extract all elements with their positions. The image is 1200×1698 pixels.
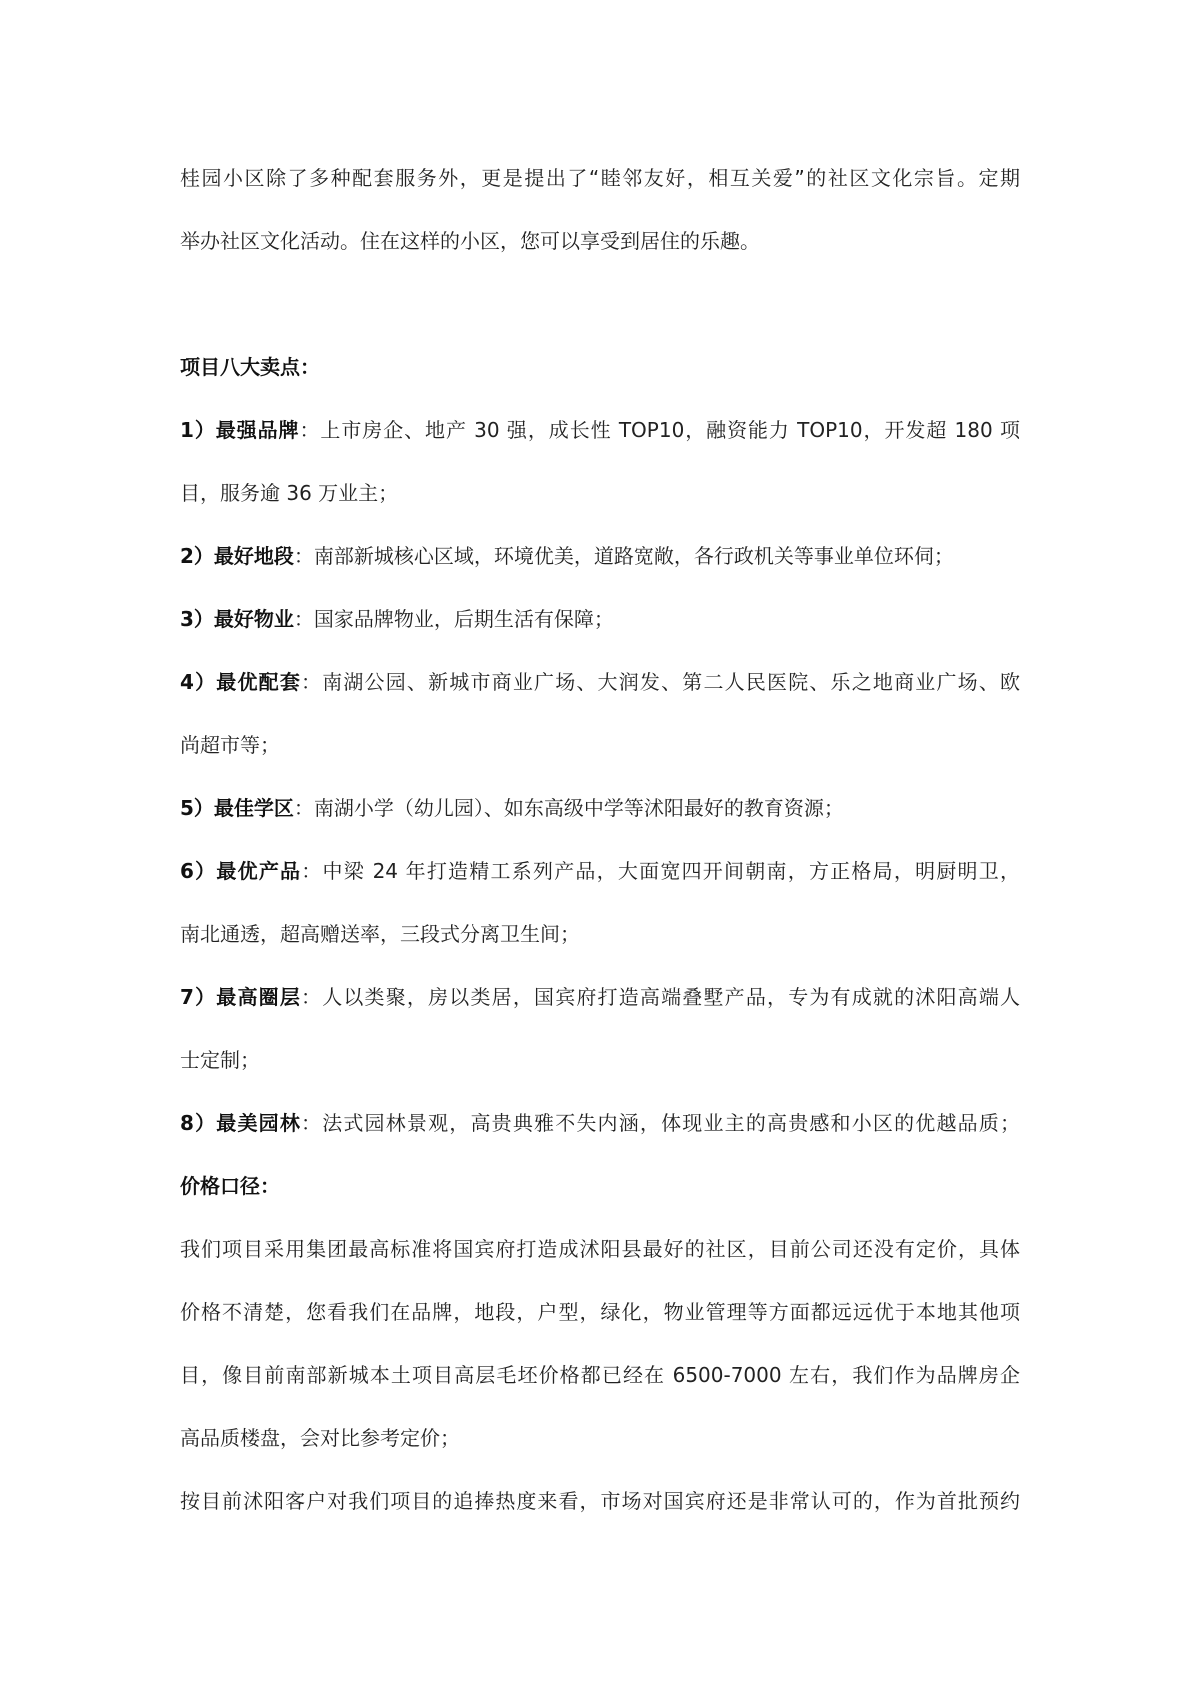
point-label: 2）最好地段	[180, 544, 294, 568]
point-text: ：南部新城核心区域，环境优美，道路宽敞，各行政机关等事业单位环伺；	[293, 544, 954, 568]
selling-point-6	[180, 857, 1020, 885]
selling-points-heading	[180, 353, 1020, 381]
point-label: 5）最佳学区	[180, 796, 294, 820]
point-text: ：国家品牌物业，后期生活有保障；	[293, 607, 614, 631]
intro-line: 桂园小区除了多种配套服务外，更是提出了“睦邻友好，相互关爱”的社区文化宗旨。定期	[180, 166, 1020, 190]
selling-point-6-cont: 南北通透，超高赠送率，三段式分离卫生间；	[180, 922, 580, 946]
pricing-line: 价格不清楚，您看我们在品牌，地段，户型，绿化，物业管理等方面都远远优于本地其他项	[180, 1300, 1020, 1324]
selling-point-5	[180, 794, 1020, 822]
point-label: 6）最优产品	[180, 859, 302, 883]
pricing-line: 高品质楼盘，会对比参考定价；	[180, 1426, 460, 1450]
point-label: 3）最好物业	[180, 607, 294, 631]
selling-point-4	[180, 668, 1020, 696]
selling-point-8	[180, 1109, 1020, 1137]
selling-point-1	[180, 416, 1020, 444]
selling-point-1-cont: 目，服务逾 36 万业主；	[180, 481, 399, 505]
heading-text: 价格口径：	[180, 1174, 280, 1198]
point-text: ：法式园林景观，高贵典雅不失内涵，体现业主的高贵感和小区的优越品质；	[301, 1111, 1020, 1135]
pricing-line: 按目前沭阳客户对我们项目的追捧热度来看，市场对国宾府还是非常认可的，作为首批预约	[180, 1489, 1020, 1513]
pricing-heading	[180, 1172, 1020, 1200]
point-label: 7）最高圈层	[180, 985, 302, 1009]
point-text: ：人以类聚，房以类居，国宾府打造高端叠墅产品，专为有成就的沭阳高端人	[301, 985, 1020, 1009]
pricing-line: 我们项目采用集团最高标准将国宾府打造成沭阳县最好的社区，目前公司还没有定价，具体	[180, 1237, 1020, 1261]
heading-text: 项目八大卖点：	[180, 355, 320, 379]
point-text: ：南湖小学（幼儿园）、如东高级中学等沭阳最好的教育资源；	[293, 796, 844, 820]
point-text: ：上市房企、地产 30 强，成长性 TOP10，融资能力 TOP10，开发超 180 项	[299, 418, 1020, 442]
point-text: ：中梁 24 年打造精工系列产品，大面宽四开间朝南，方正格局，明厨明卫，	[301, 859, 1020, 883]
pricing-line: 目，像目前南部新城本土项目高层毛坯价格都已经在 6500-7000 左右，我们作为品牌房企	[180, 1363, 1020, 1387]
selling-point-2	[180, 542, 1020, 570]
selling-point-7-cont: 士定制；	[180, 1048, 260, 1072]
point-label: 1）最强品牌	[180, 418, 300, 442]
intro-line: 举办社区文化活动。住在这样的小区，您可以享受到居住的乐趣。	[180, 229, 760, 253]
selling-point-4-cont: 尚超市等；	[180, 733, 280, 757]
point-text: ：南湖公园、新城市商业广场、大润发、第二人民医院、乐之地商业广场、欧	[301, 670, 1020, 694]
selling-point-7	[180, 983, 1020, 1011]
selling-point-3	[180, 605, 1020, 633]
point-label: 8）最美园林	[180, 1111, 302, 1135]
point-label: 4）最优配套	[180, 670, 302, 694]
